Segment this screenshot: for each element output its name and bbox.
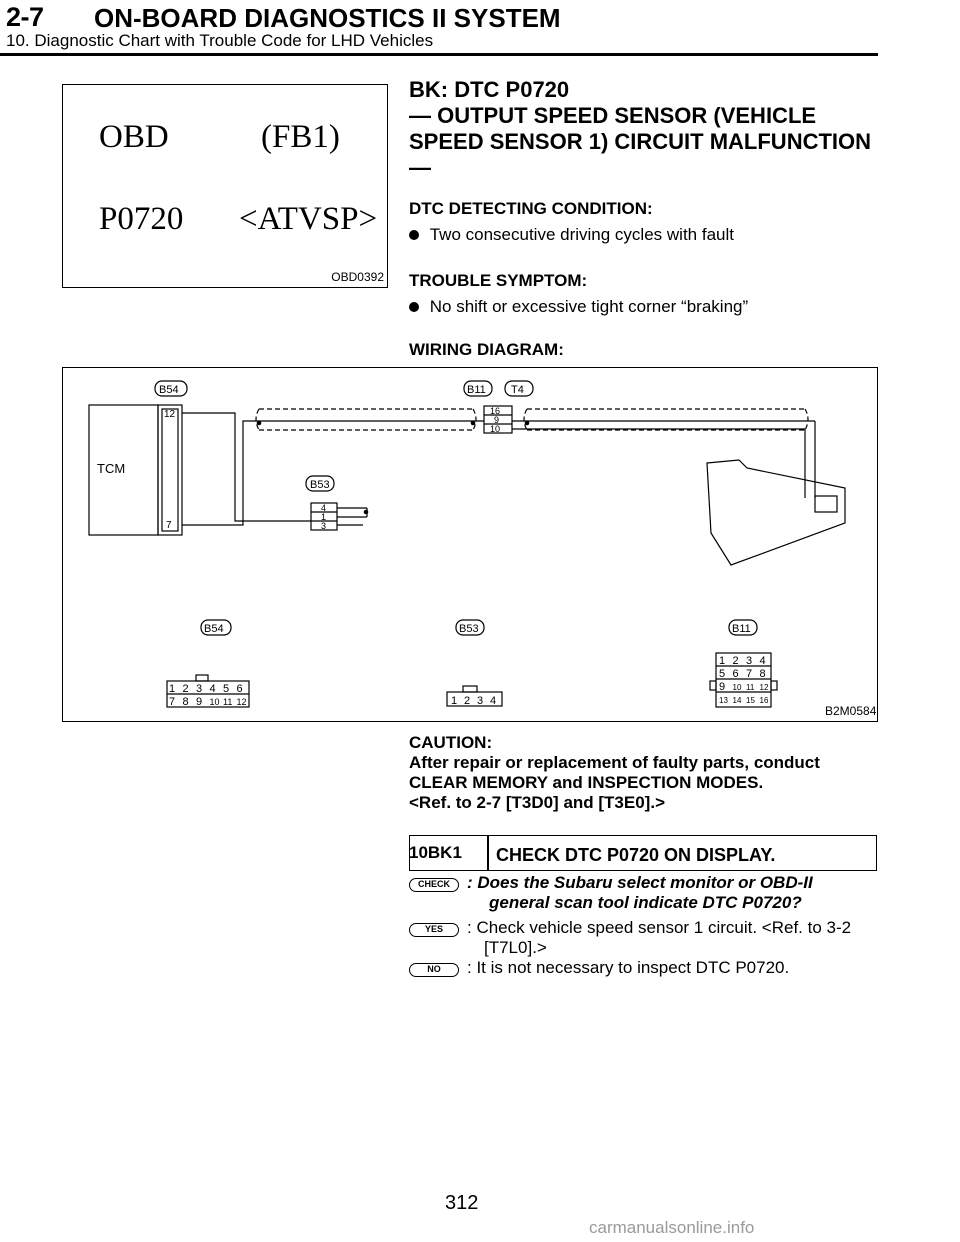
- atvsp-label: <ATVSP>: [239, 201, 378, 237]
- b11-face-pin: 3: [746, 655, 753, 667]
- b53-face-pin: 3: [477, 695, 484, 707]
- b53-pin-3: 3: [321, 521, 327, 531]
- bullet-icon: [409, 302, 419, 312]
- b54-face-pin: 4: [209, 683, 216, 695]
- symptom-item-text: No shift or excessive tight corner “braking”: [429, 297, 749, 316]
- check-icon: CHECK: [409, 878, 459, 892]
- detecting-heading: DTC DETECTING CONDITION:: [409, 199, 653, 218]
- dtc-title-line2: — OUTPUT SPEED SENSOR (VEHICLE: [409, 103, 817, 128]
- section-subtitle: 10. Diagnostic Chart with Trouble Code for LHD Vehicles: [6, 31, 434, 50]
- caution-block: [409, 733, 879, 813]
- dtc-code-label: P0720: [99, 201, 184, 237]
- tcm-label: TCM: [97, 461, 126, 476]
- speed-sensor: [815, 496, 837, 512]
- caution-line1: After repair or replacement of faulty parts, conduct: [409, 753, 820, 772]
- fb1-label: (FB1): [261, 119, 340, 155]
- yes-answer: [467, 918, 851, 958]
- b11-face-pin: 7: [746, 668, 753, 680]
- step-id: 10BK1: [409, 843, 462, 862]
- b11-face-pin: 2: [732, 655, 739, 667]
- b54-face-label: B54: [204, 623, 224, 635]
- obd-display-figure: [62, 84, 388, 288]
- b54-face-pin: 5: [223, 683, 230, 695]
- b54-face-pin: 8: [182, 696, 189, 708]
- b11-face-pin: 8: [759, 668, 766, 680]
- b54-face-pin: 10: [209, 697, 220, 707]
- obd-figure-id: OBD0392: [331, 270, 384, 284]
- b11-label: B11: [467, 384, 486, 396]
- b11-face-pin: 15: [746, 696, 755, 705]
- detecting-item: [409, 225, 734, 245]
- b11-pin-2: 9: [494, 415, 500, 425]
- b11-face-pin: 6: [732, 668, 739, 680]
- b11-face-pin: 9: [719, 681, 726, 693]
- check-line1: : Does the Subaru select monitor or OBD-II: [467, 873, 813, 892]
- b11-pin-3: 10: [490, 424, 501, 434]
- obd-label: OBD: [99, 119, 169, 155]
- step-divider: [487, 836, 489, 871]
- t4-label: T4: [511, 384, 524, 396]
- yes-icon: YES: [409, 923, 459, 937]
- tcm-pin-bottom: 7: [166, 520, 172, 531]
- wiring-diagram: [62, 367, 878, 722]
- b11-face-pin: 13: [719, 696, 728, 705]
- caution-line2: CLEAR MEMORY and INSPECTION MODES.: [409, 773, 764, 792]
- yes-line1: : Check vehicle speed sensor 1 circuit. <Ref. to 3-2: [467, 918, 852, 937]
- dtc-title: [409, 77, 879, 181]
- b11-face-label: B11: [732, 623, 751, 635]
- b11-face-pin: 10: [732, 683, 742, 692]
- caution-heading: CAUTION:: [409, 733, 493, 752]
- b11-face-pin: 11: [746, 683, 755, 692]
- b54-face-pin: 6: [236, 683, 243, 695]
- detecting-item-text: Two consecutive driving cycles with fault: [429, 225, 734, 244]
- dtc-title-line1: BK: DTC P0720: [409, 77, 570, 102]
- b53-face-label: B53: [459, 623, 479, 635]
- wiring-diagram-svg: [63, 368, 876, 720]
- symptom-heading: TROUBLE SYMPTOM:: [409, 271, 588, 290]
- b53-pin-1: 4: [321, 503, 327, 513]
- check-line2: general scan tool indicate DTC P0720?: [489, 893, 802, 912]
- wiring-heading: WIRING DIAGRAM:: [409, 340, 564, 359]
- b53-face-pin: 1: [451, 695, 458, 707]
- dtc-title-line3: SPEED SENSOR 1) CIRCUIT MALFUNCTION: [409, 129, 872, 154]
- yes-line2: [T7L0].>: [484, 938, 547, 957]
- b53-label: B53: [310, 479, 330, 491]
- b54-face-pin: 2: [182, 683, 189, 695]
- page-number: 312: [445, 1192, 479, 1214]
- no-icon: NO: [409, 963, 459, 977]
- caution-line3: <Ref. to 2-7 [T3D0] and [T3E0].>: [409, 793, 665, 812]
- b11-face-pin: 4: [759, 655, 766, 667]
- header-rule: [0, 53, 878, 56]
- b54-face-pin: 3: [196, 683, 203, 695]
- watermark: carmanualsonline.info: [589, 1218, 755, 1237]
- b11-face-pin: 12: [759, 683, 769, 692]
- check-question: [467, 873, 813, 913]
- b11-face-pin: 5: [719, 668, 726, 680]
- b54-label: B54: [159, 384, 179, 396]
- b53-face-pin: 4: [490, 695, 497, 707]
- tcm-pin-top: 12: [164, 409, 176, 420]
- dtc-title-line4: —: [409, 155, 431, 180]
- b11-face-pin: 14: [732, 696, 742, 705]
- no-answer: : It is not necessary to inspect DTC P0720.: [467, 958, 790, 977]
- b54-face-pin: 7: [169, 696, 176, 708]
- b54-face-pin: 9: [196, 696, 203, 708]
- b11-pin-1: 16: [490, 406, 501, 416]
- b11-face-pin: 16: [759, 696, 769, 705]
- b53-face-pin: 2: [464, 695, 471, 707]
- b54-face-pin: 1: [169, 683, 176, 695]
- step-title: CHECK DTC P0720 ON DISPLAY.: [496, 845, 776, 865]
- section-number: 2-7: [6, 2, 44, 32]
- b53-pin-2: 1: [321, 512, 327, 522]
- bullet-icon: [409, 230, 419, 240]
- section-title: ON-BOARD DIAGNOSTICS II SYSTEM: [94, 3, 561, 33]
- b11-face-pin: 1: [719, 655, 726, 667]
- symptom-item: [409, 297, 748, 317]
- b54-face-pin: 12: [236, 697, 247, 707]
- wiring-figure-id: B2M0584: [825, 704, 876, 718]
- b54-face-pin: 11: [223, 697, 233, 707]
